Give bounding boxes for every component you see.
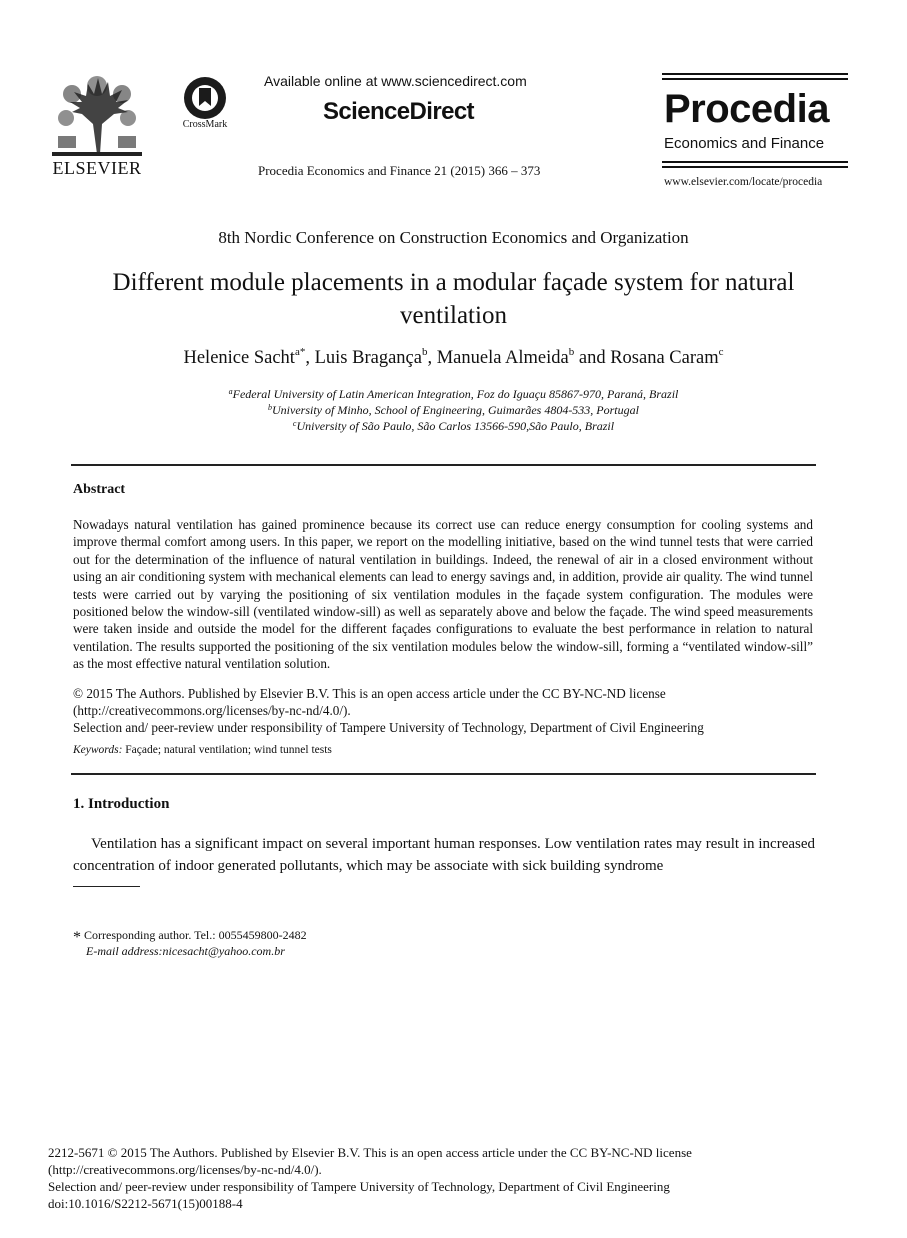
affiliation-b <box>0 403 907 418</box>
author-name: Luis Bragança <box>314 348 422 368</box>
author-affil-mark: a* <box>294 346 306 358</box>
procedia-title: Procedia <box>664 87 829 131</box>
conference-name: 8th Nordic Conference on Construction Economics and Organization <box>218 228 689 247</box>
author-list <box>0 348 907 369</box>
author-separator: , <box>305 348 315 368</box>
section-heading-introduction: 1. Introduction <box>73 796 170 812</box>
author-separator: , <box>427 348 437 368</box>
elsevier-wordmark: ELSEVIER <box>52 158 142 178</box>
affiliation-text: University of Minho, School of Engineering, Guimarães 4804-533, Portugal <box>272 403 639 417</box>
abstract-heading: Abstract <box>73 482 126 497</box>
keywords-label: Keywords: <box>73 744 123 756</box>
abstract-body: Nowadays natural ventilation has gained prominence because its correct use can reduce energy consumption for cooling systems and improve thermal comfort among users. In this paper, we report on the modelling initiative, based on the wind tunnel tests that were carried out for the determination of the influence of natural ventilation in buildings. Indeed, the renewal of air in a closed environment without using an air conditioning system with mechanical elements can lead to energy savings and, in addition, provide air quality. The wind tunnel tests were carried out by varying the positioning of six ventilation modules in the façade system configuration. The modules were positioned below the window-sill (ventilated window-sill) as well as separately above and below the façade. The wind speed measurements were taken inside and outside the model for the different façades configurations to evaluate the best performance in relation to natural ventilation. The results supported the positioning of the six ventilation modules below the window-sill, forming a “ventilated window-sill” as the most effective natural ventilation solution. <box>73 517 813 672</box>
author-affil-mark: c <box>718 346 724 358</box>
elsevier-logo <box>50 74 144 178</box>
crossmark-icon <box>176 76 234 120</box>
procedia-top-rule-2 <box>662 78 848 80</box>
author-affil-mark: b <box>421 346 428 358</box>
author-affil-mark: b <box>568 346 575 358</box>
crossmark-badge[interactable] <box>176 76 234 134</box>
peer-review-line: Selection and/ peer-review under responsibility of Tampere University of Technology, Department of Civil Engineering <box>73 720 704 735</box>
crossmark-label: CrossMark <box>182 119 228 130</box>
footer-doi[interactable]: doi:10.1016/S2212-5671(15)00188-4 <box>48 1196 243 1211</box>
affiliation-mark: b <box>268 403 273 412</box>
keywords-list: Façade; natural ventilation; wind tunnel tests <box>122 744 332 756</box>
procedia-logo <box>662 73 848 193</box>
author-separator: and <box>574 348 611 368</box>
affiliation-c <box>0 419 907 434</box>
author-name: Rosana Caram <box>610 348 719 368</box>
affiliation-mark: a <box>228 387 233 396</box>
divider-top <box>71 464 816 466</box>
procedia-url-link[interactable]: www.elsevier.com/locate/procedia <box>664 176 823 188</box>
affiliation-text: University of São Paulo, São Carlos 13566-590,São Paulo, Brazil <box>296 419 615 433</box>
license-link[interactable]: (http://creativecommons.org/licenses/by-nc-nd/4.0/). <box>73 703 351 718</box>
footer-peer-review: Selection and/ peer-review under responsibility of Tampere University of Technology, Department of Civil Engineering <box>48 1179 670 1194</box>
procedia-top-rule <box>662 73 848 75</box>
license-block <box>73 685 813 736</box>
author-name: Manuela Almeida <box>436 348 569 368</box>
journal-reference: Procedia Economics and Finance 21 (2015) 366 – 373 <box>258 163 541 178</box>
affiliation-a <box>0 387 907 402</box>
affiliation-mark: c <box>292 419 297 428</box>
procedia-bottom-rule <box>662 161 848 163</box>
paper-title-line-1: Different module placements in a modular façade system for natural <box>112 269 795 296</box>
footnote-email[interactable]: E-mail address:nicesacht@yahoo.com.br <box>86 944 285 958</box>
introduction-body: Ventilation has a significant impact on several important human responses. Low ventilation rates may result in increased concentration of indoor generated pollutants, which may be associate with sick building syndrome <box>73 836 815 874</box>
procedia-subtitle: Economics and Finance <box>664 135 825 152</box>
affiliation-text: Federal University of Latin American Integration, Foz do Iguaçu 85867-970, Paraná, Brazil <box>232 387 679 401</box>
paper-title-line-2: ventilation <box>400 302 507 329</box>
footnote-rule <box>73 886 140 887</box>
footnote-text: Corresponding author. Tel.: 0055459800-2482 <box>81 928 307 942</box>
procedia-bottom-rule-2 <box>662 166 848 168</box>
keywords <box>73 744 332 756</box>
footer-license-link[interactable]: (http://creativecommons.org/licenses/by-nc-nd/4.0/). <box>48 1162 322 1177</box>
available-online-text: Available online at www.sciencedirect.com <box>264 73 527 89</box>
footnote-star: * <box>73 929 81 946</box>
author-name: Helenice Sacht <box>183 348 295 368</box>
sciencedirect-wordmark[interactable]: ScienceDirect <box>323 98 474 125</box>
paper-title <box>40 266 867 332</box>
elsevier-tree-icon <box>52 74 142 156</box>
divider-bottom <box>71 773 816 775</box>
license-line: © 2015 The Authors. Published by Elsevier B.V. This is an open access article under the CC BY-NC-ND license <box>73 686 666 701</box>
footer-issn-line: 2212-5671 © 2015 The Authors. Published by Elsevier B.V. This is an open access article under the CC BY-NC-ND license <box>48 1145 692 1160</box>
